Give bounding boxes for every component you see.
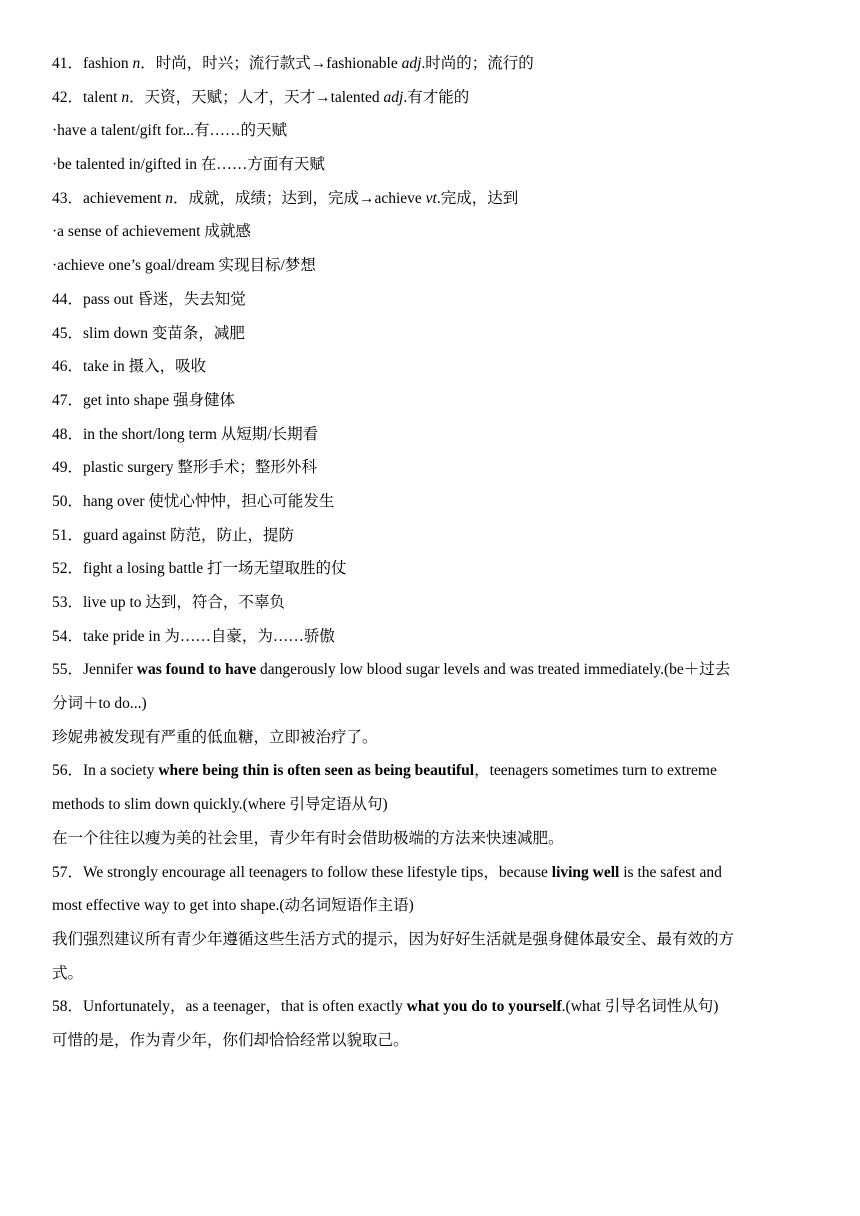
entry-text: ·a sense of achievement 成就感 [52, 223, 251, 241]
entry-text: 52．fight a losing battle 打一场无望取胜的仗 [52, 560, 347, 578]
sentence-translation-line: 珍妮弗被发现有严重的低血糖，立即被治疗了。 [52, 728, 378, 746]
sentence-text: .(what 引导名词性从句) [561, 998, 719, 1016]
entry-text: 42．talent [52, 88, 122, 106]
sentence-text: dangerously low blood sugar levels and was treated immediately.(be＋过去 [256, 661, 731, 679]
example-sentence [52, 653, 816, 754]
entry-text: ．天资，天赋；人才，天才→talented [129, 88, 384, 106]
phrase-entry [52, 384, 816, 418]
entry-text: 44．pass out 昏迷，失去知觉 [52, 290, 246, 308]
entry-text: ．成就，成绩；达到，完成→achieve [172, 189, 426, 207]
entry-text: 46．take in 摄入，吸收 [52, 358, 207, 376]
part-of-speech: n [132, 55, 141, 72]
part-of-speech: n [121, 88, 130, 106]
sentence-translation-line: 在一个往往以瘦为美的社会里，青少年有时会借助极端的方法来快速减肥。 [52, 829, 564, 847]
phrase-entry [52, 418, 816, 452]
entry-text: .有才能的 [403, 88, 470, 106]
phrase-entry [52, 215, 816, 249]
sentence-text: 58．Unfortunately，as a teenager，that is often exactly [52, 998, 407, 1016]
vocab-list [52, 47, 816, 653]
entry-text: 47．get into shape 强身健体 [52, 391, 235, 409]
sentence-english-line [52, 687, 816, 721]
phrase-entry [52, 317, 816, 351]
sentence-translation-line: 我们强烈建议所有青少年遵循这些生活方式的提示，因为好好生活就是强身健体最安全、最有效的方 [52, 930, 735, 948]
entry-text: 53．live up to 达到，符合，不辜负 [52, 594, 285, 611]
entry-text: .时尚的；流行的 [421, 55, 534, 72]
key-structure: what you do to yourself [406, 998, 562, 1016]
entry-text: ·have a talent/gift for...有……的天赋 [52, 122, 288, 140]
phrase-entry [52, 283, 816, 317]
sentence-text: 56．In a society [52, 762, 159, 780]
phrase-entry [52, 485, 816, 519]
entry-text: 41．fashion [52, 55, 133, 72]
sentence-english-line [52, 856, 816, 890]
part-of-speech: adj [383, 88, 404, 106]
part-of-speech: n [165, 189, 173, 207]
sentence-english-line [52, 788, 816, 822]
sentence-english-line [52, 653, 816, 687]
sentence-english-line [52, 990, 816, 1024]
phrase-entry [52, 519, 816, 553]
key-structure: where being thin is often seen as being beautiful [158, 762, 475, 780]
entry-text: 54．take pride in 为……自豪，为……骄傲 [52, 627, 335, 645]
entry-text: 43．achievement [52, 189, 166, 207]
sentence-text: ，teenagers sometimes turn to extreme [474, 762, 717, 780]
sentence-list [52, 653, 816, 1057]
key-structure: living well [551, 863, 620, 881]
sentence-text: 55．Jennifer [52, 661, 137, 679]
phrase-entry [52, 586, 816, 620]
sentence-translation-line: 可惜的是，作为青少年，你们却恰恰经常以貌取己。 [52, 1031, 409, 1049]
sentence-translation-line: 式。 [52, 964, 84, 982]
entry-text: ·be talented in/gifted in 在……方面有天赋 [52, 156, 325, 174]
phrase-entry [52, 451, 816, 485]
document-page [52, 47, 816, 1058]
entry-text: 48．in the short/long term 从短期/长期看 [52, 425, 319, 443]
entry-text: ．时尚，时兴；流行款式→fashionable [140, 55, 402, 72]
sentence-text: is the safest and [619, 863, 722, 881]
vocab-entry [52, 182, 816, 216]
sentence-english-line [52, 754, 816, 788]
entry-text: ·achieve one’s goal/dream 实现目标/梦想 [52, 257, 316, 275]
phrase-entry [52, 350, 816, 384]
entry-text: 49．plastic surgery 整形手术；整形外科 [52, 459, 317, 477]
vocab-entry [52, 81, 816, 115]
part-of-speech: adj [401, 55, 422, 72]
sentence-english-line [52, 889, 816, 923]
phrase-entry [52, 249, 816, 283]
sentence-text: 分词＋to do...) [52, 695, 147, 713]
vocab-entry [52, 47, 816, 81]
example-sentence [52, 990, 816, 1057]
sentence-text: 57．We strongly encourage all teenagers to follow these lifestyle tips，because [52, 863, 552, 881]
phrase-entry [52, 552, 816, 586]
sentence-text: most effective way to get into shape.(动名词短语作主语) [52, 897, 414, 915]
phrase-entry [52, 114, 816, 148]
key-structure: was found to have [136, 661, 257, 679]
entry-text: 50．hang over 使忧心忡忡，担心可能发生 [52, 492, 335, 510]
example-sentence [52, 754, 816, 855]
phrase-entry [52, 148, 816, 182]
entry-text: 51．guard against 防范，防止，提防 [52, 526, 294, 544]
sentence-text: methods to slim down quickly.(where 引导定语从句) [52, 796, 388, 814]
phrase-entry [52, 620, 816, 654]
part-of-speech: vt [425, 189, 437, 207]
entry-text: 45．slim down 变苗条，减肥 [52, 324, 245, 342]
example-sentence [52, 856, 816, 991]
entry-text: .完成，达到 [436, 189, 519, 207]
